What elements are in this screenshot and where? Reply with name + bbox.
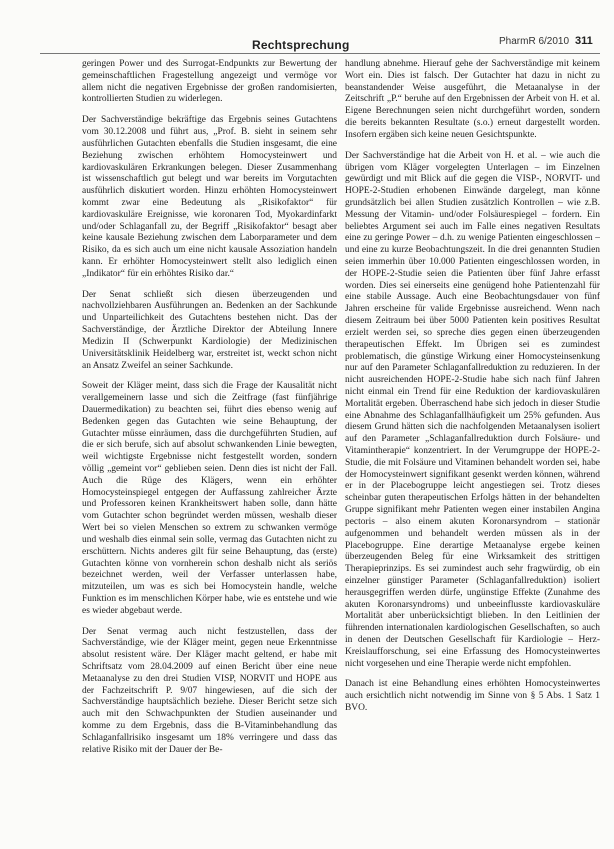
paragraph: Soweit der Kläger meint, dass sich die Frage der Kausalität nicht verallgemeinern lasse und sich die Zeitfrage (fast fünfjährige Dauermedikation) zu beachten sei, führt dies ebenso wenig auf Bedenken gegen das Gutachten wie seine Behauptung, der Gutachter müsse einräumen, dass die durchgeführten Studien, auf die er sich berufe, sich auf absolut schwankenden Linie bewegten, weil wichtigste Ergebnisse nicht festgestellt worden, sondern völlig „gemeint vor“ geblieben seien. Denn dies ist nicht der Fall. Auch die Rüge des Klägers, wenn ein erhöhter Homocysteinspiegel entgegen der Auffassung zahlreicher Ärzte und Professoren keinen Krankheitswert haben solle, dann hätte vom Gutachter schon begründet werden müssen, weshalb dieser Wert bei so vielen Menschen so extrem zu schwanken vermöge und weshalb dies einmal sein solle, vermag das Gutachten nicht zu erschüttern. Nichts anderes gilt für seine Behauptung, das (erste) Gutachten könne von vornherein schon deshalb nicht als seriös bezeichnet werden, weil der Verfasser unterlassen habe, mitzuteilen, um was es sich bei Homocystein handle, welche Funktion es im menschlichen Körper habe, wie es entstehe und wie es wieder abgebaut werde.	[82, 381, 337, 616]
left-column	[82, 59, 337, 835]
header-rule	[40, 53, 600, 54]
paragraph: Danach ist eine Behandlung eines erhöhten Homocysteinwertes auch ersichtlich nicht notwendig im Sinne von § 5 Abs. 1 Satz 1 BVO.	[345, 679, 600, 714]
page-number: 311	[575, 35, 593, 47]
right-column	[345, 59, 600, 835]
journal-reference: PharmR 6/2010	[499, 36, 570, 47]
paragraph: Der Senat vermag auch nicht festzustellen, dass der Sachverständige, wie der Kläger meint, gegen neue Erkenntnisse absolut resistent wäre. Der Kläger macht geltend, er habe mit Schriftsatz vom 28.04.2009 auf einen Bericht über eine neue Metaanalyse zu den drei Studien VISP, NORVIT und HOPE aus der Fachzeitschrift P. 9/07 hingewiesen, auf die sich der Sachverständige hauptsächlich beziehe. Dieser Bericht setze sich auch mit den Schwachpunkten der Studien auseinander und komme zu dem Ergebnis, dass die B-Vitaminbehandlung das Schlaganfallrisiko insgesamt um 18% verringere und dass das relative Risiko mit der Dauer der Be-	[82, 626, 337, 755]
paragraph: Der Sachverständige bekräftige das Ergebnis seines Gutachtens vom 30.12.2008 und führt aus, „Prof. B. sieht in seinem sehr ausführlichen Gutachten ebenfalls die Studien insgesamt, die eine Beziehung zwischen erhöhtem Homocysteinwert und kardiovaskulären Erkrankungen belegen. Dieser Zusammenhang ist wissenschaftlich gut belegt und war bereits im Vorgutachten ausführlich diskutiert worden. Hinzu erhöhten Homocysteinwert kommt zwar eine Bedeutung als „Risikofaktor“ für kardiovaskuläre Ereignisse, wie koronaren Tod, Myokardinfarkt und/oder Schlaganfall zu, der Begriff „Risikofaktor“ besagt aber keine kausale Beziehung zwischen dem Laborparameter und dem Risiko, da es sich auch um eine nicht kausale Assoziation handeln kann. Er erhöhter Homocysteinwert stellt also lediglich einen „Indikator“ für ein erhöhtes Risiko dar.“	[82, 115, 337, 279]
paragraph: geringen Power und des Surrogat-Endpunkts zur Bewertung der gemeinschaftlichen Fragestellung angezeigt und vermöge vor allem nicht die negativen Ergebnisse der großen randomisierten, kontrollierten Studien zu widerlegen.	[82, 59, 337, 105]
section-title: Rechtsprechung	[252, 38, 350, 52]
paragraph: Der Sachverständige hat die Arbeit von H. et al. – wie auch die übrigen vom Kläger vorgelegten Unterlagen – im Einzelnen gewürdigt und mit Blick auf die gegen die VISP-, NORVIT- und HOPE-2-Studien erhobenen Einwände dargelegt, man könne grundsätzlich bei allen Studien zusätzlich Kontrollen – wie z.B. Messung der Vitamin- und/oder Folsäurespiegel – fordern. Ein beliebtes Argument sei auch im Falle eines negativen Resultats eine zu geringe Power – d.h. zu wenige Patienten eingeschlossen – und eine zu kurze Beobachtungszeit. In die drei genannten Studien seien immerhin über 10.000 Patienten eingeschlossen worden, in der HOPE-2-Studie seien die Patienten über fünf Jahre erfasst worden. Dies sei einerseits eine genügend hohe Patientenzahl für eine stabile Aussage. Auch eine Beobachtungsdauer von fünf Jahren erscheine für valide Ergebnisse ausreichend. Wenn nach diesem Zeitraum bei über 5000 Patienten kein positives Resultat erzielt werden sei, so spreche dies gegen einen überzeugenden therapeutischen Effekt. Im Übrigen sei es zumindest problematisch, die günstige Wirkung einer Homocysteinsenkung nur auf den Parameter Schlaganfallreduktion zu reduzieren. In der nicht ausreichenden HOPE-2-Studie habe sich nach fünf Jahren nicht einmal ein Trend für eine Reduktion der kardiovaskulären Mortalität ergeben. Überraschend habe sich jedoch in dieser Studie eine Abnahme des Schlaganfallhäufigkeit um 25% gefunden. Aus diesem Grund hätten sich die nachfolgenden Metaanalysen isoliert auf den Parameter „Schlaganfallreduktion durch Folsäure- und Vitamintherapie“ konzentriert. In der Verumgruppe der HOPE-2-Studie, die mit Folsäure und Vitaminen behandelt worden sei, habe der Homocysteinwert signifikant gesenkt werden können, während er in der Placebogruppe leicht angestiegen sei. Trotz dieses scheinbar guten therapeutischen Erfolgs hätten in der behandelten Gruppe signifikant mehr Patienten wegen einer instabilen Angina pectoris – also einem akuten Koronarsyndrom – stationär aufgenommen und behandelt werden müssen als in der Placebogruppe. Eine derartige Metaanalyse ergebe keinen überzeugenden Beleg für eine Wirksamkeit des strittigen Therapieprinzips. Es sei zumindest auch sehr fragwürdig, ob ein einzelner günstiger Parameter (Schlaganfallreduktion) isoliert herausgegriffen werden dürfe, ungünstige Effekte (Zunahme des akuten Koronarsyndroms) und unbeeinflusste kardiovaskuläre Mortalität aber unberücksichtigt blieben. In den Leitlinien der führenden internationalen kardiologischen Gesellschaften, so auch in denen der Deutschen Gesellschaft für Kardiologie – Herz-Kreislaufforschung, sei eine Erfassung des Homocysteinwertes nicht vorgesehen und eine Therapie werde nicht empfohlen.	[345, 150, 600, 669]
paragraph: handlung abnehme. Hierauf gehe der Sachverständige mit keinem Wort ein. Dies ist falsch. Der Gutachter hat dazu in nicht zu beanstandender Weise ausgeführt, die Metaanalyse in der Zeitschrift „P.“ beruhe auf den Ergebnissen der Arbeit von H. et al. Eigene Berechnungen seien nicht durchgeführt worden, sondern die bereits bekannten Resultate (s.o.) erneut dargestellt worden. Insofern ergäben sich keine neuen Gesichtspunkte.	[345, 59, 600, 140]
paragraph: Der Senat schließt sich diesen überzeugenden und nachvollziehbaren Ausführungen an. Bedenken an der Sachkunde und Unparteilichkeit des Gutachtens bestehen nicht. Das der Sachverständige, der Ärztliche Direktor der Abteilung Innere Medizin II (Schwerpunkt Kardiologie) der Medizinischen Universitätsklinik Heidelberg war, erstreitet ist, weckt schon nicht an Ansatz Zweifel an seiner Sachkunde.	[82, 289, 337, 371]
page-header	[0, 0, 614, 62]
